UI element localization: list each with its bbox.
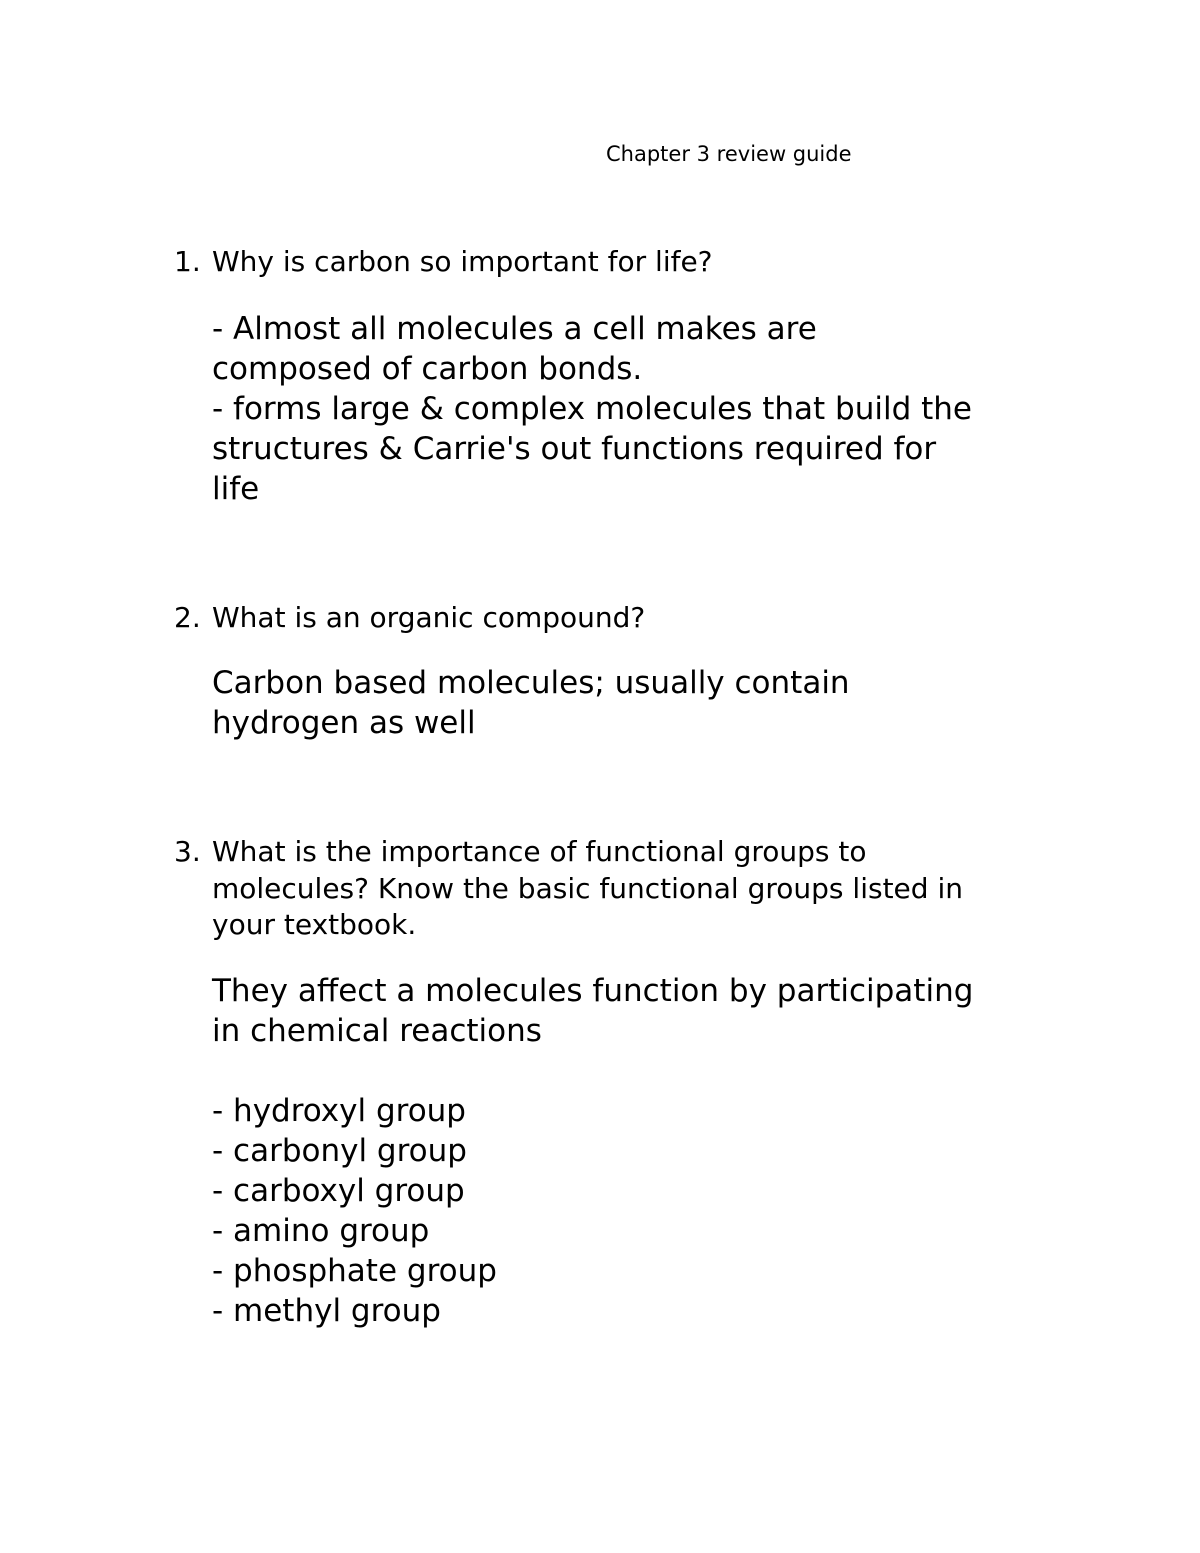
answer-line: composed of carbon bonds. <box>212 351 643 387</box>
question-text: Why is carbon so important for life? <box>212 245 713 278</box>
list-item: - phosphate group <box>212 1253 497 1289</box>
question-text: What is the importance of functional groups to molecules? Know the basic functional groups listed in your textbook. <box>212 835 963 941</box>
answer-line: - forms large & complex molecules that build the <box>212 391 972 427</box>
answer-1 <box>212 309 1072 509</box>
question-number: 2. <box>174 601 201 634</box>
answer-line: in chemical reactions <box>212 1013 542 1049</box>
list-item: - carboxyl group <box>212 1173 465 1209</box>
answer-3 <box>212 971 1072 1051</box>
answer-line: They affect a molecules function by participating <box>212 973 974 1009</box>
page-header: Chapter 3 review guide <box>606 142 852 166</box>
list-item: - methyl group <box>212 1293 441 1329</box>
answer-line: hydrogen as well <box>212 705 476 741</box>
question-3 <box>174 834 1074 944</box>
answer-line: structures & Carrie's out functions required for <box>212 431 937 467</box>
question-text: What is an organic compound? <box>212 601 646 634</box>
list-item: - carbonyl group <box>212 1133 467 1169</box>
question-1 <box>174 244 1074 281</box>
list-item: - hydroxyl group <box>212 1093 466 1129</box>
answer-line: Carbon based molecules; usually contain <box>212 665 850 701</box>
list-item: - amino group <box>212 1213 430 1249</box>
answer-line: - Almost all molecules a cell makes are <box>212 311 817 347</box>
answer-line: life <box>212 471 260 507</box>
question-2 <box>174 600 1074 637</box>
question-number: 3. <box>174 835 201 868</box>
answer-2 <box>212 663 1072 743</box>
question-number: 1. <box>174 245 201 278</box>
functional-groups-list <box>212 1091 1072 1331</box>
